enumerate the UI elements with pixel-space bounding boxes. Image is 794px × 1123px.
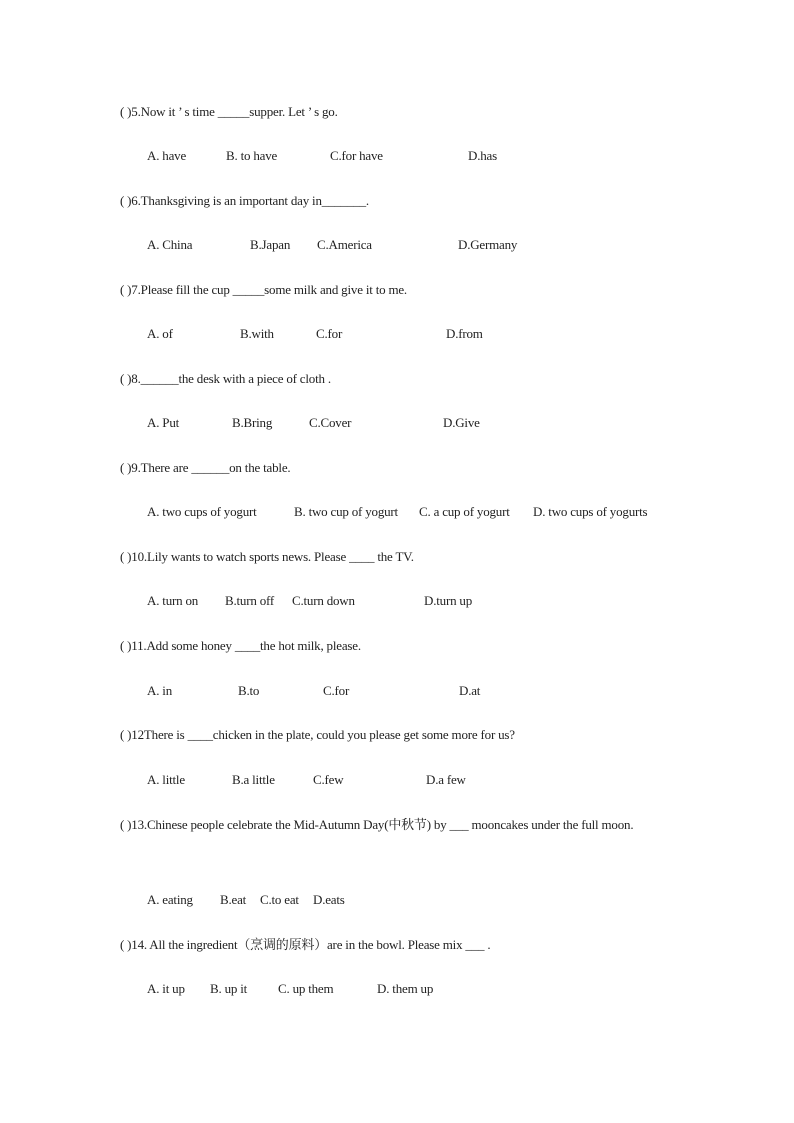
question-7-option-a: A. of — [147, 326, 173, 341]
question-14-option-c: C. up them — [278, 981, 334, 996]
question-5-option-c: C.for have — [330, 148, 383, 163]
question-7-option-c: C.for — [316, 326, 343, 341]
question-9-option-d: D. two cups of yogurts — [533, 504, 648, 519]
question-10-option-a: A. turn on — [147, 593, 199, 608]
question-9-option-b: B. two cup of yogurt — [294, 504, 398, 519]
question-13-option-d: D.eats — [313, 892, 345, 907]
question-12-option-b: B.a little — [232, 772, 275, 787]
question-6-option-c: C.America — [317, 237, 372, 252]
question-13-option-a: A. eating — [147, 892, 193, 907]
question-12-stem: ( )12There is ____chicken in the plate, could you please get some more for us? — [120, 727, 515, 742]
question-5-option-d: D.has — [468, 148, 497, 163]
question-13-option-b: B.eat — [220, 892, 247, 907]
question-8-option-c: C.Cover — [309, 415, 352, 430]
question-11-option-c: C.for — [323, 683, 350, 698]
question-8-option-d: D.Give — [443, 415, 480, 430]
question-8-option-a: A. Put — [147, 415, 180, 430]
question-11-option-b: B.to — [238, 683, 260, 698]
question-14-option-d: D. them up — [377, 981, 434, 996]
question-14-option-a: A. it up — [147, 981, 185, 996]
question-11-stem: ( )11.Add some honey ____the hot milk, please. — [120, 638, 361, 653]
question-13-option-c: C.to eat — [260, 892, 299, 907]
question-14-stem: ( )14. All the ingredient（烹调的原料）are in the bowl. Please mix ___ . — [120, 937, 491, 952]
question-7-option-b: B.with — [240, 326, 274, 341]
question-10-stem: ( )10.Lily wants to watch sports news. Please ____ the TV. — [120, 549, 414, 564]
question-6-option-b: B.Japan — [250, 237, 291, 252]
question-13-stem: ( )13.Chinese people celebrate the Mid-Autumn Day(中秋节) by ___ mooncakes under the full moon. — [120, 817, 634, 832]
question-5-option-b: B. to have — [226, 148, 278, 163]
question-9-stem: ( )9.There are ______on the table. — [120, 460, 291, 475]
question-10-option-b: B.turn off — [225, 593, 275, 608]
question-7-option-d: D.from — [446, 326, 483, 341]
question-10-option-c: C.turn down — [292, 593, 355, 608]
question-9-option-a: A. two cups of yogurt — [147, 504, 257, 519]
question-7-stem: ( )7.Please fill the cup _____some milk and give it to me. — [120, 282, 407, 297]
question-10-option-d: D.turn up — [424, 593, 473, 608]
question-6-option-d: D.Germany — [458, 237, 518, 252]
question-12-option-d: D.a few — [426, 772, 466, 787]
question-11-option-d: D.at — [459, 683, 481, 698]
question-12-option-a: A. little — [147, 772, 185, 787]
question-12-option-c: C.few — [313, 772, 344, 787]
question-6-option-a: A. China — [147, 237, 193, 252]
question-11-option-a: A. in — [147, 683, 173, 698]
question-14-option-b: B. up it — [210, 981, 248, 996]
question-8-option-b: B.Bring — [232, 415, 273, 430]
question-6-stem: ( )6.Thanksgiving is an important day in_______. — [120, 193, 369, 208]
question-9-option-c: C. a cup of yogurt — [419, 504, 510, 519]
question-5-stem: ( )5.Now it ’ s time _____supper. Let ’ s go. — [120, 104, 338, 119]
question-5-option-a: A. have — [147, 148, 187, 163]
question-8-stem: ( )8.______the desk with a piece of cloth . — [120, 371, 331, 386]
